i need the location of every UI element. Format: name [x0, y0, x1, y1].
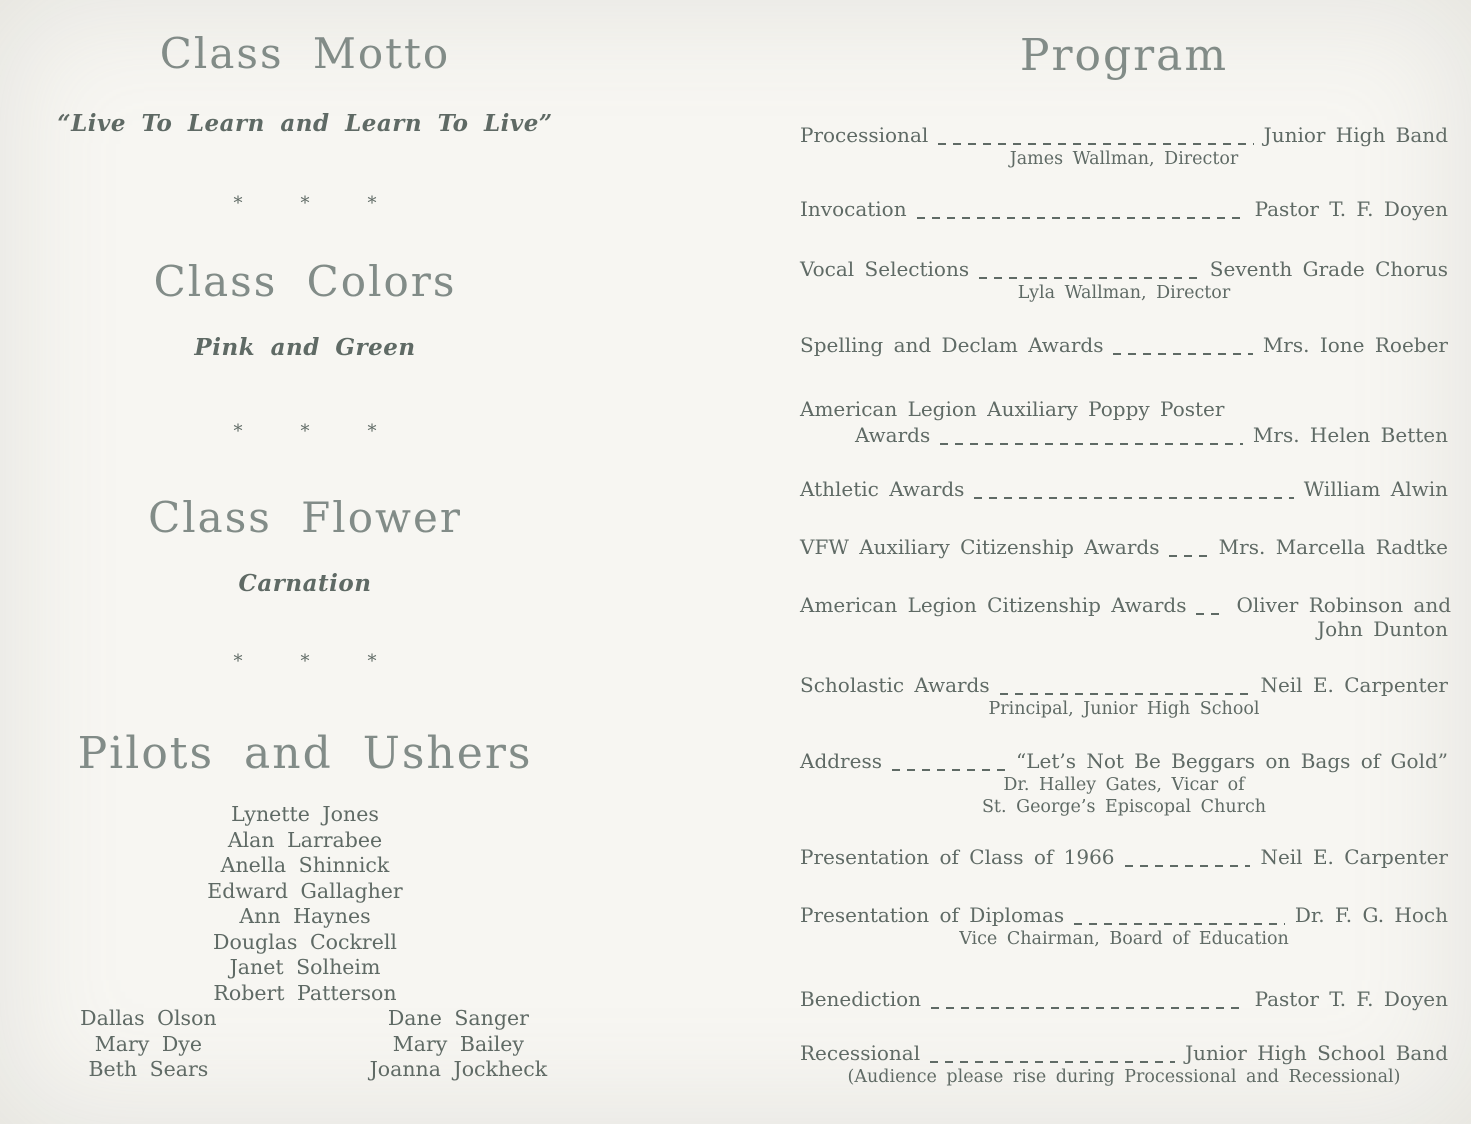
usher-name: Dallas Olson	[80, 1006, 217, 1030]
program-entry-name: Pastor T. F. Doyen	[1254, 197, 1448, 221]
class-flower-value: Carnation	[238, 570, 372, 597]
program-item	[800, 122, 1448, 170]
asterisk: *	[300, 193, 310, 214]
ushers-left-column	[35, 1006, 262, 1083]
program-entry-name: Mrs. Helen Betten	[1252, 423, 1448, 447]
dashed-leader	[1113, 353, 1252, 355]
program-entry-line	[800, 122, 1448, 148]
program-entry-name: Pastor T. F. Doyen	[1254, 987, 1448, 1011]
program-entry-label: Spelling and Declam Awards	[800, 333, 1104, 357]
usher-name: Ann Haynes	[239, 904, 371, 928]
program-entry-name: Neil E. Carpenter	[1260, 845, 1448, 869]
program-entry-line	[800, 422, 1448, 448]
program-item	[800, 902, 1448, 950]
program-entry-label: Recessional	[800, 1041, 921, 1065]
dashed-leader	[979, 277, 1200, 279]
program-entry-name: William Alwin	[1303, 477, 1448, 501]
dashed-leader	[940, 443, 1243, 445]
program-entry-line	[800, 592, 1452, 618]
dashed-leader	[1169, 555, 1208, 557]
asterisk: *	[233, 421, 243, 442]
program-entry-subtext: Principal, Junior High School	[988, 699, 1260, 719]
program-label-first-line: American Legion Auxiliary Poppy Poster	[800, 397, 1225, 421]
pilots-ushers-heading: Pilots and Ushers	[77, 728, 533, 779]
ushers-two-columns	[35, 1006, 575, 1083]
asterisk: *	[300, 651, 310, 672]
program-entry-line	[800, 672, 1448, 698]
program-entry-name-continued: John Dunton	[1317, 617, 1448, 641]
program-entry-name: Dr. F. G. Hoch	[1294, 903, 1448, 927]
right-page	[800, 0, 1452, 1088]
program-item	[800, 1040, 1448, 1088]
program-entry-line	[800, 256, 1448, 282]
usher-name: Janet Solheim	[229, 955, 381, 979]
program-entry-label: Benediction	[800, 987, 922, 1011]
dashed-leader	[1000, 693, 1251, 695]
asterisk: *	[233, 651, 243, 672]
asterisk: *	[300, 421, 310, 442]
program-entry-line	[800, 902, 1448, 928]
program-entry-subtext: Lyla Wallman, Director	[1017, 283, 1231, 303]
program-entry-subtext: Dr. Halley Gates, Vicar of	[1003, 775, 1245, 795]
program-entry-line	[800, 748, 1448, 774]
program-entry-subtext: James Wallman, Director	[1009, 149, 1239, 169]
class-colors-heading: Class Colors	[153, 257, 457, 306]
class-flower-heading: Class Flower	[148, 493, 462, 542]
asterisk-separator	[35, 652, 575, 672]
dashed-leader	[1125, 865, 1251, 867]
dashed-leader	[938, 143, 1253, 145]
asterisk-separator	[35, 422, 575, 442]
program-entry-name: Mrs. Ione Roeber	[1262, 333, 1448, 357]
class-colors-value: Pink and Green	[194, 334, 416, 361]
program-entry-label: VFW Auxiliary Citizenship Awards	[800, 535, 1160, 559]
program-item	[800, 748, 1448, 818]
program-entry-line	[800, 332, 1448, 358]
program-entry-line	[800, 196, 1448, 222]
usher-name: Edward Gallagher	[207, 878, 403, 903]
program-entry-name: Junior High School Band	[1185, 1041, 1448, 1065]
program-entry-name: “Let’s Not Be Beggars on Bags of Gold”	[1016, 749, 1448, 773]
program-item	[800, 844, 1448, 870]
asterisk: *	[367, 421, 377, 442]
dashed-leader	[974, 497, 1293, 499]
program-item	[800, 592, 1452, 641]
program-entry-line	[800, 476, 1448, 502]
program-entry-line	[800, 1040, 1448, 1066]
left-page	[35, 0, 575, 1083]
program-entry-label: Invocation	[800, 197, 907, 221]
usher-name: Alan Larrabee	[227, 827, 383, 852]
program-item-list	[800, 122, 1452, 1088]
program-item	[800, 476, 1448, 502]
usher-name: Mary Bailey	[392, 1031, 524, 1056]
usher-name: Anella Shinnick	[220, 853, 390, 877]
program-entry-label: American Legion Citizenship Awards	[800, 593, 1187, 617]
program-entry-name: Neil E. Carpenter	[1260, 673, 1448, 697]
usher-name: Mary Dye	[94, 1031, 203, 1056]
program-title: Program	[1019, 30, 1229, 81]
dashed-leader	[892, 769, 1006, 771]
usher-name: Beth Sears	[88, 1057, 209, 1081]
asterisk-separator	[35, 194, 575, 214]
asterisk: *	[233, 193, 243, 214]
program-item	[800, 672, 1448, 720]
program-entry-label: Presentation of Class of 1966	[800, 845, 1115, 869]
program-entry-label: Presentation of Diplomas	[800, 903, 1065, 927]
ushers-name-list	[35, 802, 575, 1006]
asterisk: *	[367, 651, 377, 672]
program-entry-subtext: (Audience please rise during Processional and Recessional)	[847, 1067, 1401, 1087]
dashed-leader	[931, 1007, 1245, 1009]
program-entry-label: Processional	[800, 123, 929, 147]
class-motto-value: “Live To Learn and Learn To Live”	[57, 110, 553, 137]
usher-name: Joanna Jockheck	[369, 1057, 548, 1081]
program-item	[800, 196, 1448, 222]
program-entry-name: Junior High Band	[1263, 123, 1448, 147]
class-motto-heading: Class Motto	[159, 29, 451, 78]
program-entry-label: Vocal Selections	[800, 257, 970, 281]
program-item	[800, 534, 1448, 560]
usher-name: Douglas Cockrell	[213, 929, 397, 954]
program-entry-label: Scholastic Awards	[800, 673, 990, 697]
program-entry-subtext: St. George’s Episcopal Church	[981, 797, 1267, 817]
program-item	[800, 332, 1448, 358]
dashed-leader	[1196, 613, 1226, 615]
program-entry-label: Athletic Awards	[800, 477, 965, 501]
dashed-leader	[930, 1061, 1175, 1063]
program-entry-line	[800, 986, 1448, 1012]
program-entry-line	[800, 844, 1448, 870]
usher-name: Dane Sanger	[387, 1006, 529, 1030]
program-entry-name: Seventh Grade Chorus	[1209, 257, 1448, 281]
program-entry-line	[800, 534, 1448, 560]
program-entry-subtext: Vice Chairman, Board of Education	[959, 929, 1289, 949]
program-item	[800, 256, 1448, 304]
usher-name: Lynette Jones	[231, 802, 379, 826]
dashed-leader	[1074, 923, 1285, 925]
program-item	[800, 396, 1448, 448]
program-entry-label: Address	[800, 749, 882, 773]
usher-name: Robert Patterson	[213, 980, 397, 1005]
asterisk: *	[367, 193, 377, 214]
program-entry-label: Awards	[855, 423, 931, 447]
program-item	[800, 986, 1448, 1012]
ushers-right-column	[262, 1006, 575, 1083]
program-entry-name: Oliver Robinson and	[1236, 593, 1452, 617]
program-entry-name: Mrs. Marcella Radtke	[1218, 535, 1448, 559]
dashed-leader	[917, 217, 1245, 219]
